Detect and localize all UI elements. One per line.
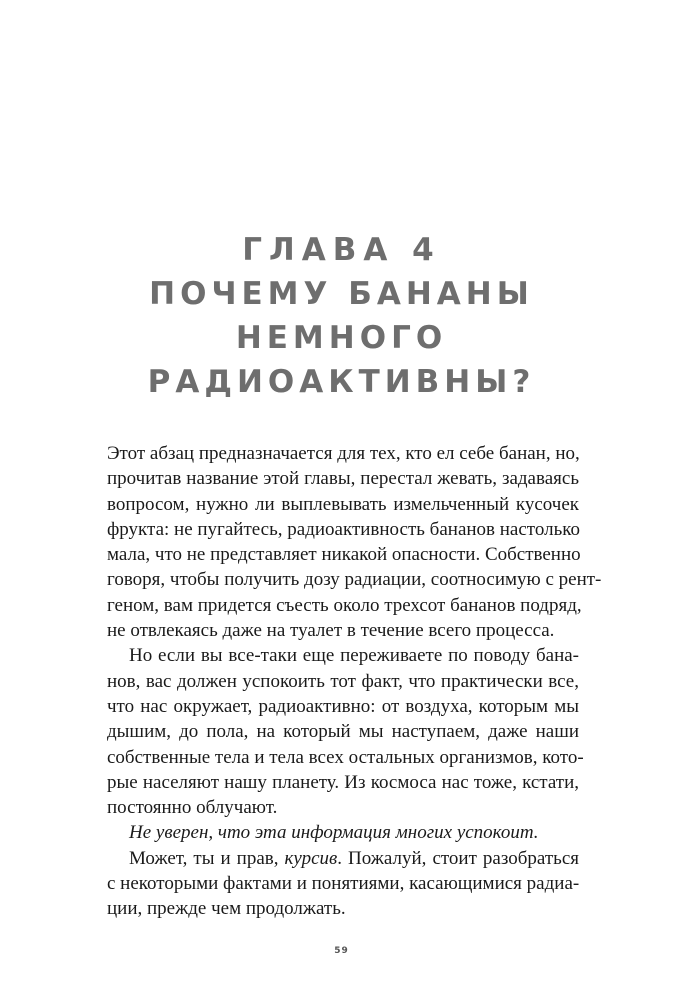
text-run: Может, ты и прав, bbox=[129, 847, 285, 869]
chapter-title-line-1: ПОЧЕМУ БАНАНЫ bbox=[149, 276, 534, 312]
text-line: прочитав название этой главы, перестал жевать, задаваясь bbox=[107, 468, 579, 490]
text-line: вопросом, нужно ли выплевывать измельченный кусочек bbox=[107, 493, 579, 515]
text-line: фрукта: не пугайтесь, радиоактивность бананов настолько bbox=[107, 518, 581, 540]
page-number: 59 bbox=[334, 946, 349, 956]
chapter-heading bbox=[0, 228, 683, 404]
chapter-title-line-3: РАДИОАКТИВНЫ? bbox=[147, 364, 536, 400]
paragraph-2 bbox=[107, 643, 584, 820]
text-line: постоянно облучают. bbox=[107, 797, 278, 819]
text-line: Но если вы все-таки еще переживаете по поводу бана- bbox=[129, 645, 579, 667]
text-line: дышим, до пола, на который мы наступаем, даже наши bbox=[107, 721, 579, 743]
text-line: собственные тела и тела всех остальных организмов, кото- bbox=[107, 746, 584, 768]
chapter-title-line-2: НЕМНОГО bbox=[235, 320, 448, 356]
text-line: нов, вас должен успокоить тот факт, что практически все, bbox=[107, 670, 579, 692]
chapter-label: ГЛАВА 4 bbox=[242, 232, 441, 268]
text-line: говоря, чтобы получить дозу радиации, соотносимую с рент- bbox=[107, 569, 602, 591]
text-line: Этот абзац предназначается для тех, кто ел себе банан, но, bbox=[107, 443, 580, 464]
text-run: . Пожалуй, стоит разобраться bbox=[337, 847, 579, 869]
paragraph-4 bbox=[107, 846, 579, 922]
text-line: мала, что не представляет никакой опасности. Собственно bbox=[107, 544, 581, 566]
body-text bbox=[107, 441, 602, 922]
italic-text-line: Не уверен, что эта информация многих успокоит. bbox=[129, 822, 539, 844]
text-line: ции, прежде чем продолжать. bbox=[107, 898, 346, 920]
text-line: геном, вам придется съесть около трехсот бананов подряд, bbox=[107, 594, 582, 616]
paragraph-1 bbox=[107, 441, 602, 643]
text-line: рые населяют нашу планету. Из космоса нас тоже, кстати, bbox=[107, 771, 579, 793]
text-line bbox=[107, 846, 579, 871]
text-line: с некоторыми фактами и понятиями, касающимися радиа- bbox=[107, 873, 580, 895]
text-line: не отвлекаясь даже на туалет в течение всего процесса. bbox=[107, 620, 555, 642]
italic-word: курсив bbox=[284, 847, 338, 869]
paragraph-3 bbox=[107, 820, 579, 845]
text-line: что нас окружает, радиоактивно: от воздуха, которым мы bbox=[107, 695, 579, 717]
